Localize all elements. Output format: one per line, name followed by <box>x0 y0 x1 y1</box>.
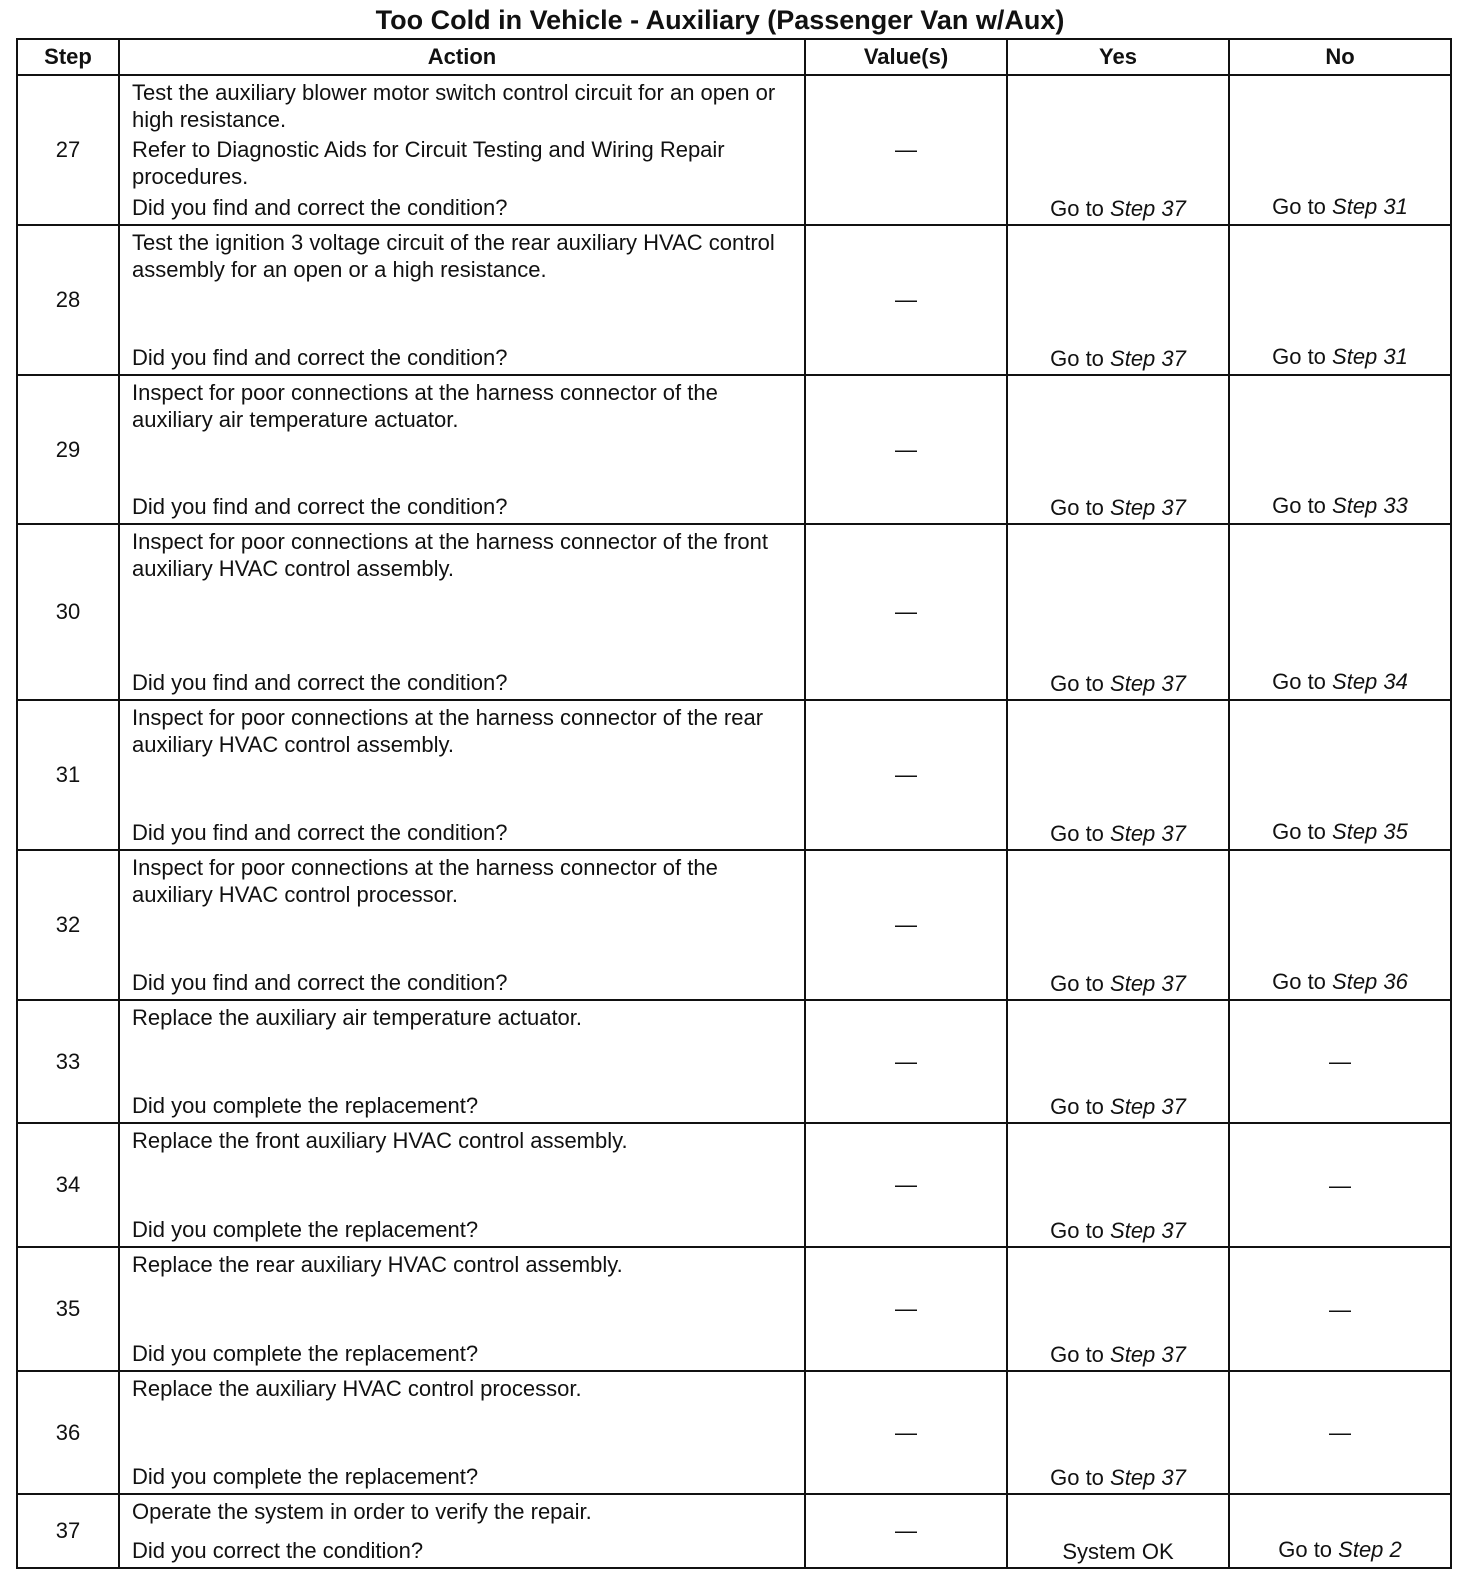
yes-result-text: Go to <box>1050 671 1111 696</box>
step-number: 27 <box>17 75 119 225</box>
table-row <box>17 700 1451 850</box>
yes-result-text: Go to <box>1050 196 1111 221</box>
no-result-text: Go to <box>1278 1537 1339 1562</box>
value-cell: — <box>805 700 1007 850</box>
no-result-cell <box>1229 1371 1451 1494</box>
no-step-reference: Step 31 <box>1332 194 1408 219</box>
no-result-text: — <box>1329 1049 1351 1074</box>
yes-result-cell <box>1007 1494 1229 1568</box>
value-cell: — <box>805 1247 1007 1371</box>
action-cell <box>119 524 805 700</box>
action-cell <box>119 1494 805 1568</box>
step-number: 34 <box>17 1123 119 1247</box>
no-result-cell <box>1229 75 1451 225</box>
action-question: Did you complete the replacement? <box>132 1341 479 1366</box>
no-result-text: Go to <box>1272 194 1333 219</box>
table-row <box>17 225 1451 375</box>
action-question: Did you find and correct the condition? <box>132 345 508 370</box>
step-number: 30 <box>17 524 119 700</box>
table-row <box>17 1123 1451 1247</box>
value-cell: — <box>805 524 1007 700</box>
step-number: 37 <box>17 1494 119 1568</box>
action-instruction: Inspect for poor connections at the harness connector of the front auxiliary HVAC control assembly. <box>132 529 768 581</box>
no-result-cell <box>1229 375 1451 524</box>
action-instruction: Replace the rear auxiliary HVAC control assembly. <box>132 1252 623 1277</box>
yes-result-cell <box>1007 225 1229 375</box>
no-result-text: Go to <box>1272 493 1333 518</box>
no-step-reference: Step 33 <box>1332 493 1408 518</box>
no-result-cell <box>1229 1247 1451 1371</box>
no-step-reference: Step 36 <box>1332 969 1408 994</box>
action-question: Did you find and correct the condition? <box>132 820 508 845</box>
action-cell <box>119 375 805 524</box>
yes-step-reference: Step 37 <box>1110 821 1186 846</box>
yes-step-reference: Step 37 <box>1110 196 1186 221</box>
yes-result-text: Go to <box>1050 971 1111 996</box>
action-cell <box>119 225 805 375</box>
action-question: Did you find and correct the condition? <box>132 494 508 519</box>
action-instruction: Replace the auxiliary HVAC control processor. <box>132 1376 582 1401</box>
yes-step-reference: Step 37 <box>1110 671 1186 696</box>
yes-result-cell <box>1007 75 1229 225</box>
yes-result-text: Go to <box>1050 821 1111 846</box>
table-row <box>17 524 1451 700</box>
action-question: Did you complete the replacement? <box>132 1093 479 1118</box>
action-cell <box>119 1000 805 1123</box>
yes-step-reference: Step 37 <box>1110 971 1186 996</box>
action-instruction: Test the ignition 3 voltage circuit of the rear auxiliary HVAC control assembly for an open or a high resistance. <box>132 230 775 282</box>
table-row <box>17 1000 1451 1123</box>
no-step-reference: Step 34 <box>1332 669 1408 694</box>
step-number: 28 <box>17 225 119 375</box>
diagnostic-table <box>16 38 1452 1569</box>
action-instruction: Replace the auxiliary air temperature actuator. <box>132 1005 583 1030</box>
action-cell <box>119 1371 805 1494</box>
table-row <box>17 375 1451 524</box>
header-yes: Yes <box>1007 39 1229 75</box>
yes-step-reference: Step 37 <box>1110 1094 1186 1119</box>
table-row <box>17 850 1451 1000</box>
no-result-cell <box>1229 1494 1451 1568</box>
no-result-text: Go to <box>1272 819 1333 844</box>
table-row <box>17 1371 1451 1494</box>
value-cell: — <box>805 850 1007 1000</box>
header-action: Action <box>119 39 805 75</box>
value-cell: — <box>805 1123 1007 1247</box>
action-instruction: Test the auxiliary blower motor switch control circuit for an open or high resistance. <box>132 80 776 132</box>
action-instruction: Operate the system in order to verify the repair. <box>132 1499 592 1524</box>
action-cell <box>119 850 805 1000</box>
step-number: 33 <box>17 1000 119 1123</box>
step-number: 36 <box>17 1371 119 1494</box>
table-row <box>17 1247 1451 1371</box>
action-instruction: Replace the front auxiliary HVAC control assembly. <box>132 1128 628 1153</box>
no-result-cell <box>1229 700 1451 850</box>
no-step-reference: Step 35 <box>1332 819 1408 844</box>
yes-result-text: Go to <box>1050 1218 1111 1243</box>
yes-result-cell <box>1007 1371 1229 1494</box>
yes-result-cell <box>1007 850 1229 1000</box>
no-result-text: — <box>1329 1296 1351 1322</box>
action-instruction: Inspect for poor connections at the harness connector of the auxiliary HVAC control processor. <box>132 855 718 907</box>
action-instruction: Inspect for poor connections at the harness connector of the auxiliary air temperature actuator. <box>132 380 718 432</box>
no-result-cell <box>1229 1000 1451 1123</box>
action-question: Did you find and correct the condition? <box>132 670 508 695</box>
no-result-cell <box>1229 225 1451 375</box>
no-result-cell <box>1229 524 1451 700</box>
yes-result-cell <box>1007 524 1229 700</box>
yes-result-cell <box>1007 700 1229 850</box>
action-question: Did you find and correct the condition? <box>132 195 508 220</box>
page-title: Too Cold in Vehicle - Auxiliary (Passenger Van w/Aux) <box>375 5 1065 35</box>
action-cell <box>119 700 805 850</box>
header-no: No <box>1229 39 1451 75</box>
table-header-row <box>17 39 1451 75</box>
table-row <box>17 1494 1451 1568</box>
no-result-cell <box>1229 1123 1451 1247</box>
no-result-cell <box>1229 850 1451 1000</box>
value-cell: — <box>805 1494 1007 1568</box>
yes-step-reference: Step 37 <box>1110 346 1186 371</box>
action-question: Did you find and correct the condition? <box>132 970 508 995</box>
action-question: Did you complete the replacement? <box>132 1464 479 1489</box>
yes-result-text: Go to <box>1050 1465 1111 1490</box>
yes-result-cell <box>1007 1123 1229 1247</box>
action-instruction: Refer to Diagnostic Aids for Circuit Testing and Wiring Repair procedures. <box>132 137 725 189</box>
value-cell: — <box>805 75 1007 225</box>
step-number: 32 <box>17 850 119 1000</box>
no-step-reference: Step 2 <box>1338 1537 1402 1562</box>
no-result-text: — <box>1329 1172 1351 1198</box>
value-cell: — <box>805 225 1007 375</box>
yes-step-reference: Step 37 <box>1110 495 1186 520</box>
yes-result-cell <box>1007 1247 1229 1371</box>
no-result-text: Go to <box>1272 669 1333 694</box>
yes-result-text: Go to <box>1050 346 1111 371</box>
table-row <box>17 75 1451 225</box>
header-values: Value(s) <box>805 39 1007 75</box>
action-question: Did you correct the condition? <box>132 1538 424 1563</box>
action-cell <box>119 1247 805 1371</box>
no-result-text: Go to <box>1272 344 1333 369</box>
no-result-text: Go to <box>1272 969 1333 994</box>
yes-result-text: System OK <box>1062 1539 1174 1564</box>
step-number: 31 <box>17 700 119 850</box>
yes-result-cell <box>1007 1000 1229 1123</box>
yes-result-text: Go to <box>1050 1094 1111 1119</box>
action-cell <box>119 1123 805 1247</box>
no-step-reference: Step 31 <box>1332 344 1408 369</box>
yes-result-text: Go to <box>1050 1342 1111 1367</box>
no-result-text: — <box>1329 1420 1351 1445</box>
yes-result-text: Go to <box>1050 495 1111 520</box>
step-number: 35 <box>17 1247 119 1371</box>
yes-step-reference: Step 37 <box>1110 1342 1186 1367</box>
header-step: Step <box>17 39 119 75</box>
value-cell: — <box>805 375 1007 524</box>
value-cell: — <box>805 1000 1007 1123</box>
value-cell: — <box>805 1371 1007 1494</box>
yes-step-reference: Step 37 <box>1110 1465 1186 1490</box>
action-instruction: Inspect for poor connections at the harness connector of the rear auxiliary HVAC control assembly. <box>132 705 764 757</box>
action-question: Did you complete the replacement? <box>132 1217 479 1242</box>
yes-result-cell <box>1007 375 1229 524</box>
step-number: 29 <box>17 375 119 524</box>
yes-step-reference: Step 37 <box>1110 1218 1186 1243</box>
action-cell <box>119 75 805 225</box>
